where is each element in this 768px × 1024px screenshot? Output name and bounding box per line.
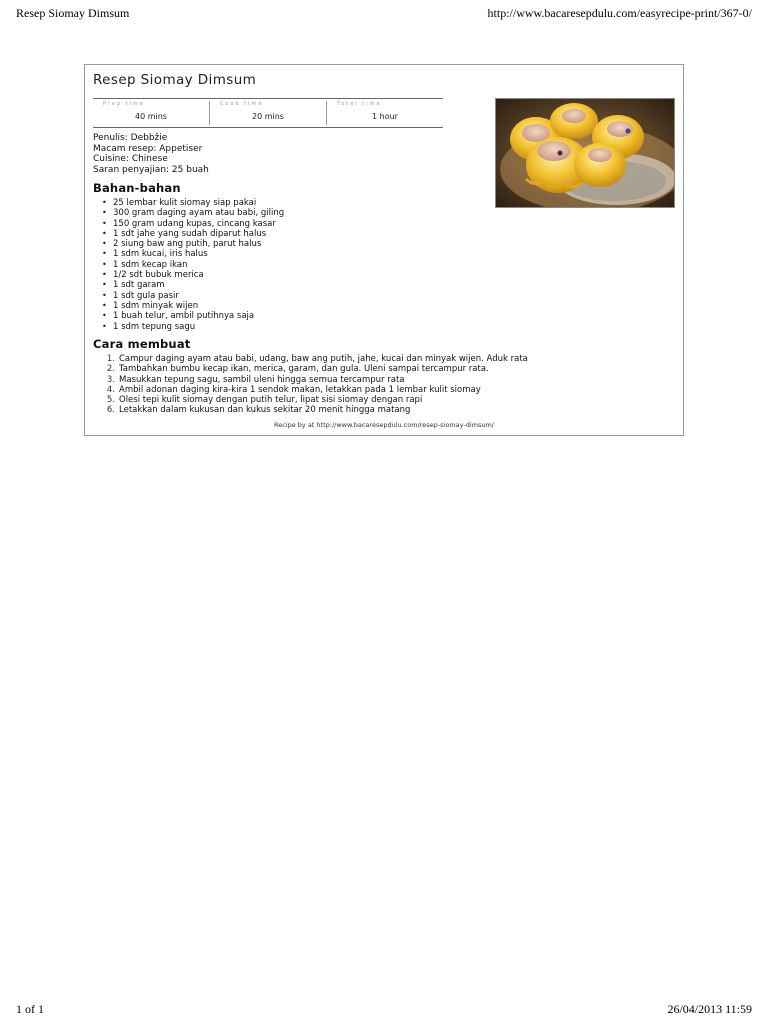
ingredient-item: [101, 208, 284, 218]
ingredient-item: [101, 322, 284, 332]
step-text: Masukkan tepung sagu, sambil uleni hingga semua tercampur rata: [119, 374, 405, 385]
bullet-icon: •: [102, 311, 107, 321]
ingredient-text: 1 sdt jahe yang sudah diparut halus: [113, 228, 267, 239]
times-divider: [93, 127, 443, 128]
cook-time-value: 20 mins: [252, 112, 284, 121]
recipe-title: Resep Siomay Dimsum: [93, 72, 257, 88]
siomay-photo: [495, 98, 675, 208]
bullet-icon: •: [102, 239, 107, 249]
ingredient-text: 1 sdm kecap ikan: [113, 259, 188, 270]
ingredient-text: 1 sdt garam: [113, 280, 165, 291]
method-step: [95, 354, 528, 364]
bullet-icon: •: [102, 198, 107, 207]
bullet-icon: •: [102, 290, 107, 300]
recipe-serves: Saran penyajian: 25 buah: [93, 164, 209, 175]
recipe-meta: [93, 133, 209, 175]
ingredient-text: 1 buah telur, ambil putihnya saja: [113, 311, 255, 322]
print-header-title: Resep Siomay Dimsum: [16, 6, 130, 20]
ingredient-item: [101, 249, 284, 259]
bullet-icon: •: [102, 270, 107, 280]
ingredient-item: [101, 270, 284, 280]
step-text: Olesi tepi kulit siomay dengan putih telur, lipat sisi siomay dengan rapi: [119, 395, 423, 406]
ingredient-item: [101, 280, 284, 290]
bullet-icon: •: [102, 208, 107, 218]
print-footer-page: 1 of 1: [16, 1002, 44, 1016]
method-step: [95, 375, 528, 385]
ingredient-text: 1/2 sdt bubuk merica: [113, 270, 204, 281]
method-list: [95, 354, 528, 416]
ingredient-text: 1 sdm kucai, iris halus: [113, 249, 208, 260]
siomay-photo-illustration: [496, 99, 674, 207]
method-step: [95, 405, 528, 415]
print-footer-datetime: 26/04/2013 11:59: [667, 1002, 752, 1016]
bullet-icon: •: [102, 300, 107, 310]
ingredient-item: [101, 198, 284, 208]
recipe-cuisine: Cuisine: Chinese: [93, 154, 168, 164]
ingredient-item: [101, 239, 284, 249]
bullet-icon: •: [102, 228, 107, 238]
step-text: Ambil adonan daging kira-kira 1 sendok makan, letakkan pada 1 lembar kulit siomay: [119, 384, 481, 395]
ingredient-text: 150 gram udang kupas, cincang kasar: [113, 218, 276, 229]
bullet-icon: •: [102, 280, 107, 290]
ingredients-heading: Bahan-bahan: [93, 181, 181, 195]
ingredient-item: [101, 301, 284, 311]
prep-time: [93, 101, 210, 125]
ingredient-item: [101, 260, 284, 270]
recipe-type: Macam resep: Appetiser: [93, 143, 203, 154]
ingredients-list: [101, 198, 284, 332]
prep-time-label: Prep time: [103, 101, 146, 107]
title-divider: [93, 98, 443, 99]
ingredient-text: 1 sdt gula pasir: [113, 290, 179, 301]
method-step: [95, 385, 528, 395]
step-number: 2.: [106, 364, 115, 375]
ingredient-item: [101, 291, 284, 301]
total-time-value: 1 hour: [372, 112, 398, 121]
total-time: [327, 101, 443, 125]
ingredient-text: 1 sdm tepung sagu: [113, 321, 196, 332]
recipe-credit: Recipe by at http://www.bacaresepdulu.com/resep-siomay-dimsum/: [273, 421, 495, 429]
prep-time-value: 40 mins: [135, 112, 167, 121]
recipe-times: [93, 101, 443, 125]
bullet-icon: •: [102, 321, 107, 331]
recipe-card: [84, 64, 684, 436]
method-step: [95, 364, 528, 374]
ingredient-text: 25 lembar kulit siomay siap pakai: [113, 198, 257, 208]
cook-time: [210, 101, 327, 125]
total-time-label: Total time: [337, 101, 382, 107]
ingredient-text: 1 sdm minyak wijen: [113, 300, 199, 311]
ingredient-item: [101, 229, 284, 239]
recipe-author: Penulis: Debbžie: [93, 133, 168, 143]
step-text: Letakkan dalam kukusan dan kukus sekitar 20 menit hingga matang: [119, 405, 411, 416]
step-text: Tambahkan bumbu kecap ikan, merica, garam, dan gula. Uleni sampai tercampur rata.: [119, 364, 489, 375]
ingredient-item: [101, 311, 284, 321]
cook-time-label: Cook time: [220, 101, 264, 107]
bullet-icon: •: [102, 218, 107, 228]
bullet-icon: •: [102, 259, 107, 269]
step-number: 6.: [106, 405, 115, 416]
ingredient-text: 300 gram daging ayam atau babi, giling: [113, 208, 285, 219]
ingredient-item: [101, 219, 284, 229]
print-header-url: http://www.bacaresepdulu.com/easyrecipe-print/367-0/: [487, 6, 752, 20]
method-heading: Cara membuat: [93, 337, 191, 351]
step-number: 3.: [106, 374, 115, 385]
step-number: 5.: [106, 395, 115, 406]
method-step: [95, 395, 528, 405]
step-number: 1.: [106, 354, 115, 364]
bullet-icon: •: [102, 249, 107, 259]
step-text: Campur daging ayam atau babi, udang, baw ang putih, jahe, kucai dan minyak wijen. Aduk rata: [119, 354, 528, 364]
ingredient-text: 2 siung baw ang putih, parut halus: [113, 239, 262, 250]
step-number: 4.: [106, 384, 115, 395]
